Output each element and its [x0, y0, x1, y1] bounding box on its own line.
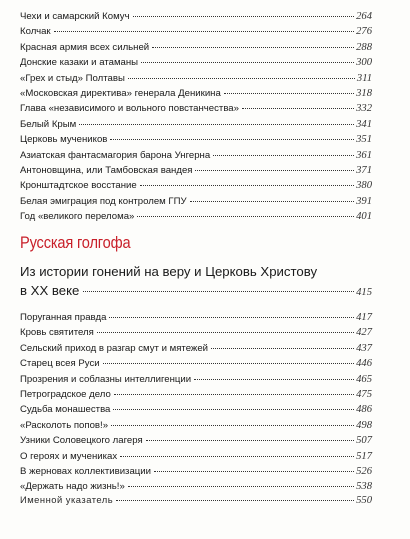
toc-entry-page: 517 [356, 450, 372, 462]
toc-entry-page: 526 [356, 465, 372, 477]
toc-entry-page: 475 [356, 388, 372, 400]
toc-entry-page: 351 [356, 134, 372, 146]
dot-leader [54, 31, 354, 32]
toc-entry-title: Петроградское дело [20, 388, 111, 400]
toc-entry-title: Белый Крым [20, 118, 77, 130]
dot-leader [110, 139, 354, 140]
toc-list-index [20, 494, 372, 509]
toc-entry-page: 417 [356, 312, 372, 323]
toc-entry[interactable] [20, 57, 372, 72]
dot-leader [146, 440, 354, 441]
toc-entry-page: 300 [356, 57, 372, 69]
toc-entry[interactable] [20, 358, 372, 373]
toc-entry-title: Глава «независимого и вольного повстанчества» [20, 103, 239, 115]
dot-leader [213, 155, 354, 156]
toc-entry-page: 371 [356, 164, 372, 176]
toc-entry-page: 311 [356, 72, 372, 84]
dot-leader [140, 185, 354, 186]
dot-leader [128, 486, 354, 487]
toc-entry[interactable] [20, 196, 372, 211]
toc-entry-title: «Московская директива» генерала Деникина [20, 87, 221, 99]
toc-entry[interactable] [20, 11, 372, 26]
toc-entry-title: Азиатская фантасмагория барона Унгерна [20, 149, 211, 161]
dot-leader [195, 170, 354, 171]
toc-list-middle [20, 312, 372, 497]
dot-leader [79, 124, 354, 125]
toc-entry[interactable] [20, 134, 372, 149]
dot-leader [103, 363, 355, 364]
toc-entry-title: Кровь святителя [20, 327, 94, 339]
toc-entry-title: «Держать надо жизнь!» [20, 481, 125, 493]
toc-entry[interactable] [20, 119, 372, 134]
toc-entry[interactable] [20, 451, 372, 466]
toc-entry-page: 332 [356, 103, 372, 115]
toc-entry[interactable] [20, 435, 372, 450]
toc-entry[interactable] [20, 389, 372, 404]
section-subtitle-line: в XX веке [20, 283, 80, 298]
dot-leader [97, 332, 354, 333]
toc-entry-title: «Грех и стыд» Полтавы [20, 72, 125, 84]
dot-leader [133, 16, 355, 17]
toc-entry[interactable] [20, 343, 372, 358]
dot-leader [194, 379, 354, 380]
dot-leader [111, 425, 354, 426]
toc-entry-title: Красная армия всех сильней [20, 41, 150, 53]
toc-entry-page: 427 [356, 327, 372, 339]
toc-entry-page: 550 [356, 495, 372, 506]
toc-entry[interactable] [20, 312, 372, 327]
toc-entry[interactable] [20, 165, 372, 180]
section-subtitle-line: Из истории гонений на веру и Церковь Христову [20, 264, 318, 279]
toc-entry-page: 486 [356, 404, 372, 416]
toc-entry-title: Узники Соловецкого лагеря [20, 435, 143, 447]
toc-list-top [20, 11, 372, 226]
toc-entry-title: Антоновщина, или Тамбовская вандея [20, 164, 193, 176]
toc-entry-title: Судьба монашества [20, 404, 111, 416]
toc-entry[interactable] [20, 180, 372, 195]
toc-entry[interactable] [20, 211, 372, 226]
toc-entry-title: Старец всея Руси [20, 358, 100, 370]
toc-entry-page: 391 [356, 195, 372, 207]
toc-entry-title: О героях и мучениках [20, 450, 118, 462]
toc-entry[interactable] [20, 73, 372, 88]
toc-entry[interactable] [20, 150, 372, 165]
toc-entry-page: 437 [356, 342, 372, 354]
section-subtitle-last-line [20, 281, 372, 302]
toc-entry[interactable] [20, 420, 372, 435]
dot-leader [211, 348, 354, 349]
dot-leader [113, 409, 354, 410]
dot-leader [120, 456, 354, 457]
toc-entry-title: Церковь мучеников [20, 134, 108, 146]
toc-entry-title: Поруганная правда [20, 312, 107, 323]
toc-entry-page: 498 [356, 419, 372, 431]
dot-leader [109, 317, 354, 318]
toc-entry[interactable] [20, 103, 372, 118]
toc-entry-title: Донские казаки и атаманы [20, 57, 139, 69]
dot-leader [242, 108, 354, 109]
toc-entry-title: Белая эмиграция под контролем ГПУ [20, 195, 187, 207]
toc-entry-page: 507 [356, 435, 372, 447]
toc-entry[interactable] [20, 374, 372, 389]
toc-entry-title: Именной указатель [20, 494, 114, 505]
toc-entry-page: 361 [356, 149, 372, 161]
dot-leader [224, 93, 354, 94]
toc-entry-page: 401 [356, 211, 372, 223]
toc-entry-title: Колчак [20, 26, 51, 38]
toc-entry-page: 380 [356, 180, 372, 192]
dot-leader [83, 291, 354, 292]
toc-entry-title: Год «великого перелома» [20, 211, 135, 223]
toc-entry[interactable] [20, 26, 372, 41]
toc-entry-page: 465 [356, 373, 372, 385]
toc-entry-title: В жерновах коллективизации [20, 465, 151, 477]
dot-leader [128, 78, 355, 79]
dot-leader [137, 216, 354, 217]
toc-entry-title: «Расколоть попов!» [20, 419, 109, 431]
dot-leader [154, 471, 354, 472]
toc-entry[interactable] [20, 466, 372, 481]
toc-entry-title: Кронштадтское восстание [20, 180, 137, 192]
toc-entry[interactable] [20, 88, 372, 103]
toc-entry-page: 288 [356, 41, 372, 53]
toc-entry-page: 318 [356, 87, 372, 99]
toc-entry-page: 264 [356, 11, 372, 22]
dot-leader [152, 47, 354, 48]
toc-entry-page: 446 [356, 358, 372, 370]
dot-leader [114, 394, 354, 395]
toc-entry-page: 276 [356, 26, 372, 38]
toc-entry-index[interactable] [20, 494, 372, 509]
section-page-number: 415 [356, 287, 372, 298]
dot-leader [190, 201, 355, 202]
toc-entry[interactable] [20, 42, 372, 57]
toc-entry[interactable] [20, 404, 372, 419]
section-title: Русская голгофа [20, 233, 131, 252]
dot-leader [116, 500, 354, 501]
toc-entry-title: Чехи и самарский Комуч [20, 11, 130, 22]
dot-leader [141, 62, 354, 63]
toc-entry-title: Прозрения и соблазны интеллигенции [20, 373, 192, 385]
toc-entry-title: Сельский приход в разгар смут и мятежей [20, 342, 209, 354]
toc-entry[interactable] [20, 327, 372, 342]
section-subtitle [20, 262, 372, 302]
toc-entry-page: 538 [356, 481, 372, 493]
toc-entry-page: 341 [356, 118, 372, 130]
